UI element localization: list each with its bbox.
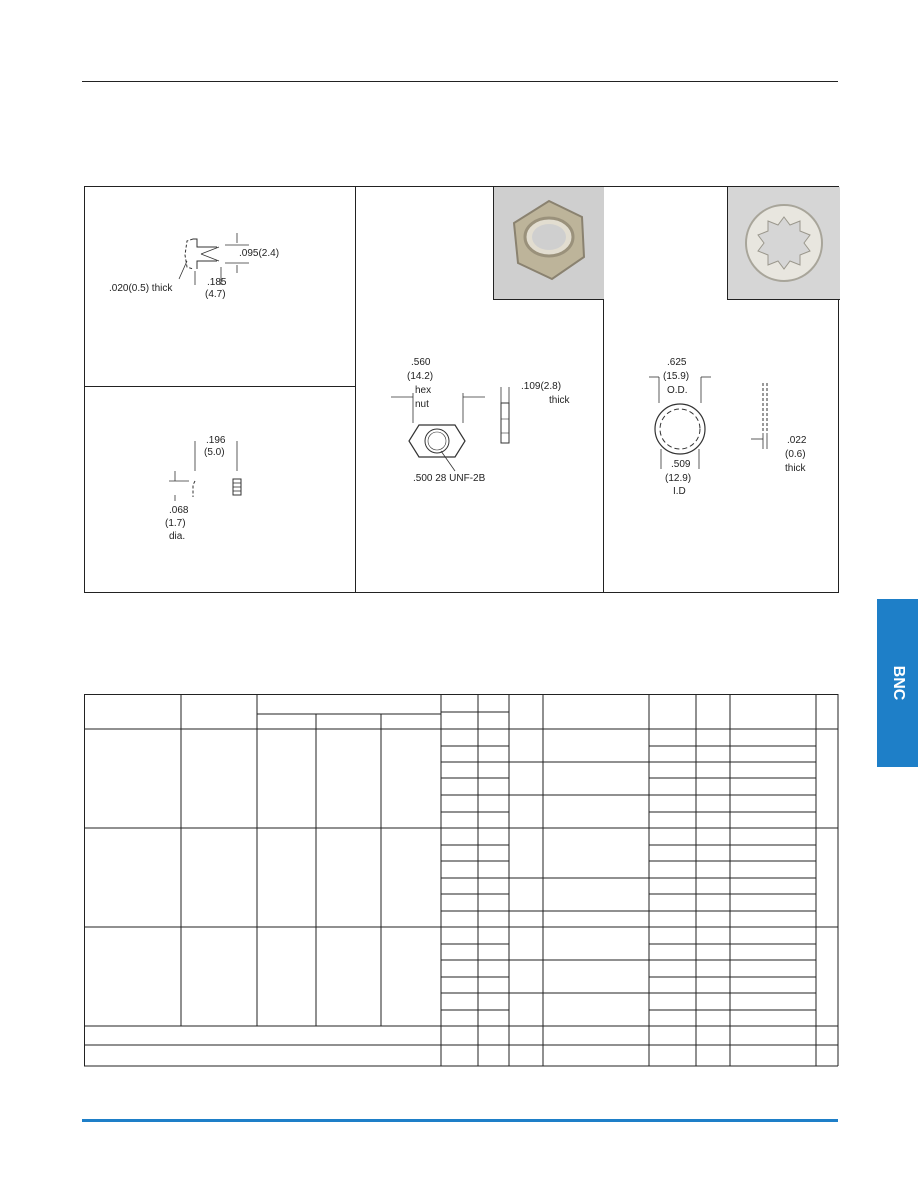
dim-label: .068: [169, 505, 189, 516]
dim-label: I.D: [673, 486, 686, 497]
dim-label: .109(2.8): [521, 381, 562, 392]
dim-label: O.D.: [667, 385, 688, 396]
dim-label: hex: [415, 385, 432, 396]
lock-washer-photo: [727, 187, 840, 300]
hex-nut-image: [494, 187, 604, 299]
ordering-table: [84, 694, 839, 1067]
top-rule: [82, 81, 838, 82]
section-tab: [877, 599, 918, 767]
dim-label: nut: [415, 399, 429, 410]
dim-label: thick: [549, 395, 570, 406]
dim-label: .509: [671, 459, 691, 470]
dim-label: thick: [785, 463, 806, 474]
dim-label: .500 28 UNF-2B: [413, 473, 486, 484]
dim-label: .196: [206, 435, 226, 446]
dim-label: (5.0): [204, 447, 225, 458]
bottom-rule: [82, 1119, 838, 1122]
section-tab-label: BNC: [889, 665, 907, 701]
dim-label: .095(2.4): [239, 248, 280, 259]
dim-label: (4.7): [205, 289, 226, 300]
dim-label: (15.9): [663, 371, 690, 382]
divider: [85, 386, 355, 387]
dim-label: .022: [787, 435, 807, 446]
figure-panel: [84, 186, 839, 593]
dim-label: (0.6): [785, 449, 806, 460]
table-grid: [84, 694, 839, 1067]
dim-label: .625: [667, 357, 687, 368]
lock-washer-image: [728, 187, 840, 299]
dim-label: dia.: [169, 531, 186, 542]
divider: [355, 187, 356, 592]
dim-label: .185: [207, 277, 227, 288]
dim-label: (14.2): [407, 371, 434, 382]
dim-label: .560: [411, 357, 431, 368]
dim-label: (12.9): [665, 473, 692, 484]
dim-label: (1.7): [165, 518, 186, 529]
dim-label: .020(0.5) thick: [109, 283, 173, 294]
hex-nut-photo: [493, 187, 604, 300]
